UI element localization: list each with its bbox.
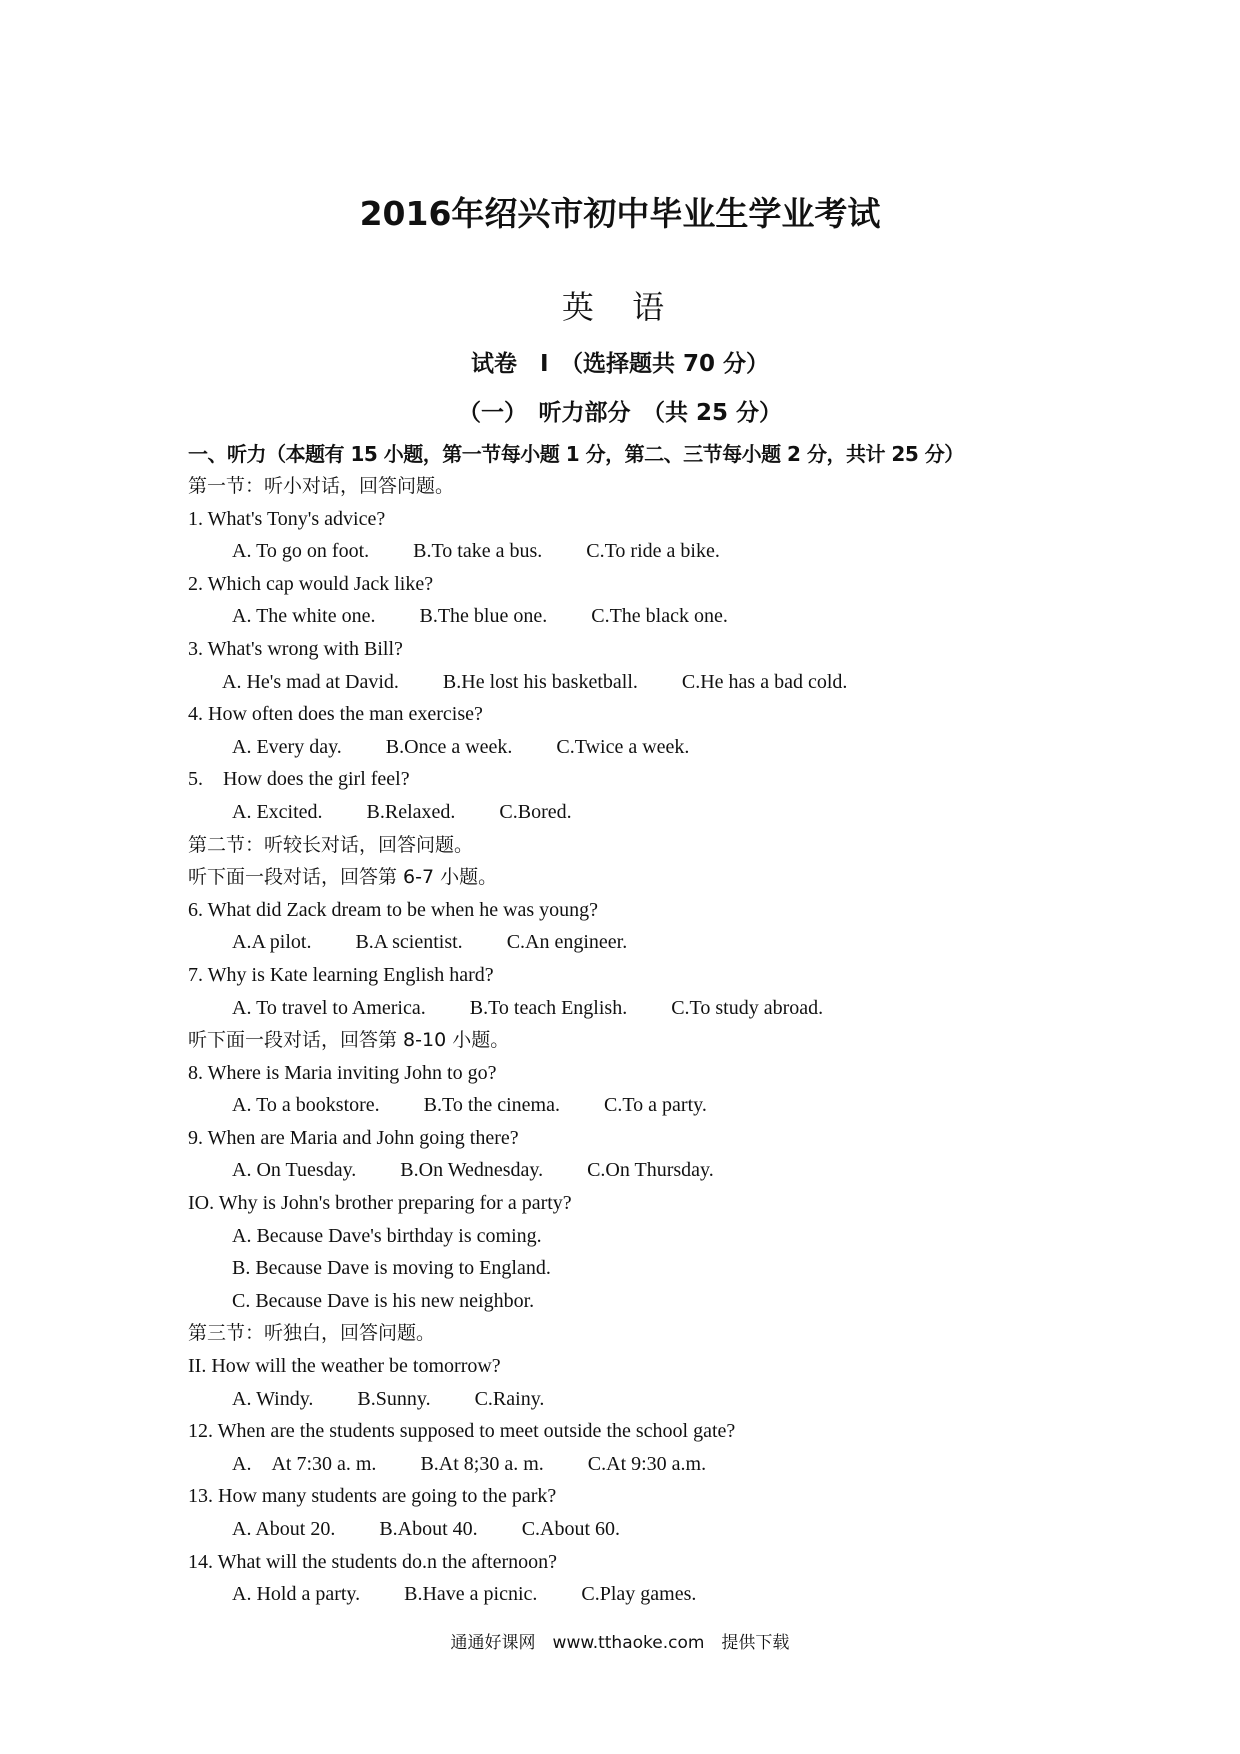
option: B.About 40. [379, 1518, 478, 1540]
subsection-heading: 第二节：听较长对话，回答问题。 [188, 833, 474, 856]
subject-title: 英 语 [561, 288, 679, 326]
option: B.To teach English. [469, 996, 628, 1019]
option: A. Windy. [232, 1387, 314, 1410]
question-options [188, 1513, 1048, 1546]
option: B.A scientist. [355, 931, 463, 954]
question-options [188, 1383, 1048, 1416]
paper-title: 试卷 Ⅰ （选择题共 70 分） [470, 351, 770, 377]
question-text: 9. When are Maria and John going there? [188, 1126, 519, 1149]
question-text: 6. What did Zack dream to be when he was young? [188, 898, 599, 921]
option: C.To study abroad. [671, 996, 824, 1019]
page-footer: 通通好课网 www.tthaoke.com 提供下载 [450, 1633, 790, 1653]
option: C.Rainy. [474, 1387, 545, 1410]
option: B.To the cinema. [423, 1094, 560, 1117]
question-text: 7. Why is Kate learning English hard? [188, 963, 494, 986]
option: C.Play games. [581, 1583, 697, 1606]
question-options [188, 666, 1048, 699]
dialogue-intro: 听下面一段对话，回答第 8-10 小题。 [188, 1029, 510, 1052]
section-heading: 一、听力（本题有 15 小题，第一节每小题 1 分，第二、三节每小题 2 分，共计 25 分） [188, 442, 964, 466]
option: B. Because Dave is moving to England. [232, 1257, 551, 1280]
question-options [188, 992, 1048, 1025]
question-options [188, 1578, 1048, 1611]
question-text: 8. Where is Maria inviting John to go? [188, 1061, 497, 1084]
question-text: IO. Why is John's brother preparing for a party? [188, 1192, 572, 1215]
question-options [188, 1089, 1048, 1122]
subsection-heading: 第一节：听小对话，回答问题。 [188, 475, 455, 497]
question-options [188, 1448, 1048, 1481]
option: A.A pilot. [232, 931, 312, 954]
option: A. On Tuesday. [232, 1159, 357, 1182]
exam-title: 2016年绍兴市初中毕业生学业考试 [359, 194, 881, 233]
option: C.At 9:30 a.m. [587, 1452, 707, 1475]
option: A. To go on foot. [232, 540, 370, 563]
question-text: 1. What's Tony's advice? [188, 507, 386, 530]
option: A. To travel to America. [232, 996, 426, 1019]
option: C.About 60. [521, 1518, 621, 1540]
option: C. Because Dave is his new neighbor. [232, 1289, 535, 1312]
dialogue-intro: 听下面一段对话，回答第 6-7 小题。 [188, 866, 498, 889]
option: C.Bored. [499, 800, 572, 823]
question-text: II. How will the weather be tomorrow? [188, 1355, 501, 1378]
option: C.To a party. [604, 1094, 707, 1117]
option: C.On Thursday. [587, 1159, 714, 1182]
option: C.To ride a bike. [586, 540, 720, 563]
option: A. The white one. [232, 605, 376, 628]
option: B.Relaxed. [366, 800, 456, 823]
question-text: 5. How does the girl feel? [188, 768, 410, 791]
option: A. About 20. [232, 1518, 336, 1540]
option: A. Excited. [232, 800, 323, 823]
option: C.An engineer. [506, 931, 628, 954]
option: B.On Wednesday. [400, 1159, 544, 1182]
subsection-heading: 第三节：听独白，回答问题。 [188, 1322, 436, 1345]
question-text: 3. What's wrong with Bill? [188, 637, 403, 660]
question-options [188, 731, 1048, 764]
option: A. At 7:30 a. m. [232, 1452, 377, 1475]
option: B.To take a bus. [413, 540, 543, 563]
option: A. Because Dave's birthday is coming. [232, 1224, 542, 1247]
question-text: 4. How often does the man exercise? [188, 703, 483, 726]
option: B.Have a picnic. [404, 1583, 538, 1606]
question-options [188, 926, 1048, 959]
question-options [188, 600, 1048, 633]
question-text: 13. How many students are going to the park? [188, 1485, 557, 1508]
question-text: 2. Which cap would Jack like? [188, 572, 434, 595]
option: A. Every day. [232, 735, 342, 758]
part-title: （一） 听力部分 （共 25 分） [457, 400, 783, 426]
option: B.Once a week. [385, 735, 513, 758]
option: C.The black one. [591, 605, 728, 628]
option: C.Twice a week. [556, 735, 690, 758]
question-options [188, 535, 1048, 568]
option: A. To a bookstore. [232, 1094, 380, 1117]
option: B.He lost his basketball. [442, 670, 638, 693]
option: B.At 8;30 a. m. [420, 1452, 544, 1475]
question-text: 14. What will the students do.n the afternoon? [188, 1550, 557, 1573]
question-text: 12. When are the students supposed to meet outside the school gate? [188, 1420, 736, 1443]
question-options [188, 796, 1048, 829]
option: C.He has a bad cold. [681, 670, 848, 693]
listening-section [188, 438, 1048, 1611]
option: A. He's mad at David. [222, 670, 399, 693]
question-options [188, 1154, 1048, 1187]
option: B.The blue one. [419, 605, 548, 628]
option: A. Hold a party. [232, 1583, 361, 1606]
option: B.Sunny. [357, 1387, 431, 1410]
